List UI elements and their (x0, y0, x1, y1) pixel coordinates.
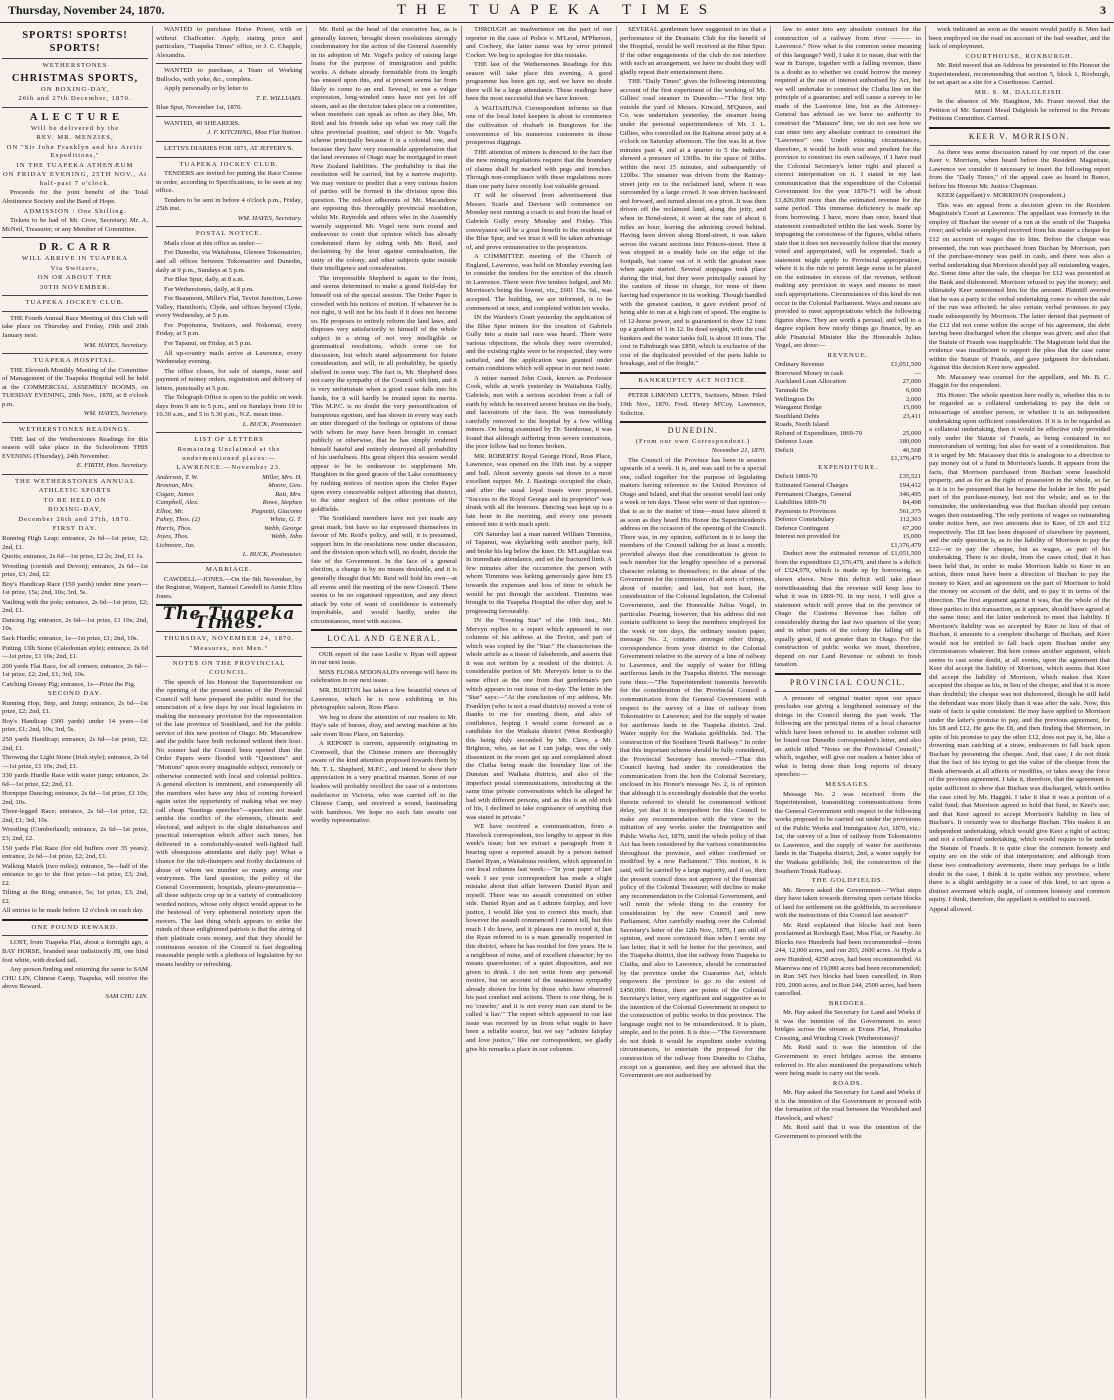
paragraph: THE last of the Wetherstones Readings for this season will take place this evening. A good programme has been got up, and we have no doubt there will be a large attendance. These readings have been the most successful that we have known. (466, 61, 612, 103)
account-row (775, 396, 921, 405)
paragraph: ON Saturday last a man named William Timmins, of Tapanui, was skylarking with another party, fell and broke his leg below the knee. Dr. M'Laughlan was in immediate attendance, and set the fractured limb. A few minutes after the occurrence the person with whom Timmins was larking generously gave him £5 towards the expenses and loss of time to which he would be put through the accident. Timmins was brought to the Tuapeka Hospital the other day, and is progressing favourably. (466, 530, 612, 615)
paragraph: Mr. Reid said it was the intention of the Government to erect bridges across the streams referred to. He also mentioned the preparations which were being made to carry out the work. (775, 1044, 921, 1078)
masthead (0, 0, 1114, 23)
letter-recipient: White, G. T. (269, 516, 302, 524)
paragraph: THE Eleventh Monthly Meeting of the Committee of Management of the Tuapeka Hospital will be held at the COMMERCIAL ASSEMBLY ROOMS, on TUESDAY EVENING, 29th Nov., 1870, at 8 o'clock p.m. (2, 366, 148, 408)
paragraph: The Telegraph Office is open to the public on week days from 9 am to 5 p.m., and on Sundays from 10 to 10.30 a.m., and 5 to 5.30 p.m., N.Z. mean time. (156, 394, 302, 419)
account-amount: £1,376,479 (890, 455, 921, 463)
paragraph: MR. ROBERTS' Royal George Hotel, Ross Place, Lawrence, was opened on the 16th inst. by a supper and ball. About seventy guests sat down to a most excellent supper. Mr. J. Bastings occupied the chair, and after the usual loyal toasts were proposed, "Success to the Royal George and its proprietor" was drunk with all the honours. Dancing was kept up to a late hour in the morning, and every one present entered into it with much spirit. (466, 452, 612, 529)
column-5-dunedin (620, 26, 766, 1398)
centered-line: ON OR ABOUT THE (37, 274, 113, 282)
paragraph: THE last of the Wetherstones Readings for this season will take place in the Schoolroom THIS EVENING (Thursday), 24th November. (2, 435, 148, 460)
paragraph: IN the "Evening Star" of the 19th inst., Mr. Mervyn replies to a report which appeared in our columns of his address at the Teviot, and part of which was copied by the "Star." He characterises the whole article as a tissue of falsehoods, and asserts that it was not written by a resident of the district. A considerable portion of Mr. Mervyn's letter is to the same effect as the one from that gentleman's pen which appears in our issue of to-day. The letter in the "Star" says:—"At the conclusion of my address, Mr. Franklyn (who is not a road districts) moved a vote of thanks to me for meeting them, and also of confidence, hoping I would come forward as a candidate for the Waikaia district (West Roxburgh) this being duly seconded by Mr. Cleve, a Mr. Brighton, who, as far as I can judge, was the only dissentient in the room got up and complained about the Clutha being made the boundary line of the Dunstan and Waikaia districts, and also of the imperfect postal communications, introducing at the same time private conversations which he alleged he had with different persons, and as this is an old trick of his, I declined to take cognisance of anything that was stated in private." (466, 617, 612, 821)
account-label: Permanent Charges, General (775, 490, 852, 498)
account-row (775, 378, 921, 387)
account-amount: 67,200 (902, 524, 921, 532)
signature-line: T. E. WILLIAMS. (255, 94, 302, 102)
centered-line: FIRST DAY. (52, 525, 98, 533)
account-row (775, 370, 921, 379)
account-label: Deficit 1869-70 (775, 473, 818, 481)
divider (2, 935, 148, 936)
account-label: Wanganui Bridge (775, 404, 822, 412)
centered-line: BRIDGES. (828, 999, 868, 1007)
paragraph: Tenders to be sent in before 4 o'clock p.m., Friday, 25th inst. (156, 196, 302, 213)
account-amount: £1,051,500 (890, 361, 921, 369)
text-line: Blue Spur, November 1st, 1870. (156, 104, 243, 112)
centered-line: BANKRUPTCY ACT NOTICE. (638, 376, 748, 384)
centered-line: EXPENDITURE. (818, 463, 878, 471)
letters-list-row (156, 491, 302, 500)
column-7-keer-v-morrison (929, 26, 1110, 1398)
paragraph: A COMMITTEE meeting of the Church of England, Lawrence, was held on Monday evening last to consider the tenders for the erection of the church in Lawrence. There were five tenders lodged, and Mr. Morrison's being the lowest, viz., £601 15s. 6d., was accepted. The building, we are informed, is to be commenced at once, and completed within ten weeks. (466, 253, 612, 312)
account-label: Southland Debts (775, 412, 820, 420)
signature-line: J. F. KITCHING, Moa Flat Station. (207, 129, 302, 137)
account-row (775, 430, 921, 439)
letters-list-row (156, 525, 302, 534)
text-line: Wrestling (Cumberland); entrance, 2s 6d—1st prize, £3; 2nd, £2. (2, 826, 148, 843)
paragraph: Deduct now the estimated revenue of £1,051,500 from the expenditure £1,376,479, and there is a deficit of £324,979, which is made up by borrowing, as shown above. Now this deficit will take place notwithstanding that the revenue will keep less to what it was in 1869-70. In my next, I will give a statement which will prove that in the province of Otago the Customs Revenue has fallen off considerably during the last two quarters of the year; and in other parts of the colony the falling off is equally great, if not greater than in Otago. For the construction of public works we must, therefore, depend on our Land Revenue or submit to fresh taxation. (775, 550, 921, 669)
text-line: Hornpipe Dancing; entrance, 2s 6d—1st prize, £1 10s; 2nd, 10s. (2, 790, 148, 806)
account-row (775, 499, 921, 508)
signature-line: E. FIRTH, Hon. Secretary. (76, 462, 148, 470)
letter-recipient: Lichmore, Jas. (156, 541, 196, 549)
centered-line: (From our own Correspondent.) (635, 437, 751, 445)
divider (2, 474, 148, 475)
paragraph: work indicated as soon as the season would justify it. Men had been employed on the road on account of the bad weather, and the lack of employment. (929, 26, 1110, 51)
divider (156, 656, 302, 657)
account-label: Interest not provided for (775, 533, 841, 541)
centered-line: ON BOXING-DAY, (40, 85, 110, 93)
account-row (775, 387, 921, 396)
column-3-editorial-local (311, 26, 457, 1398)
text-line: 250 yards Handicap; entrance, 2s 6d—1st prize, £2; 2nd, £1. (2, 736, 148, 752)
letters-list (156, 474, 302, 551)
centered-line: TUAPEKA HOSPITAL. (33, 357, 117, 365)
letter-recipient: Elliot, Mr. (156, 507, 184, 515)
paragraph: For Blue Spur, daily, at 8 a.m. (164, 276, 245, 284)
account-label: Auckland Loan Allocation (775, 378, 846, 386)
text-line: Dancing Jig; entrance, 2s 6d—1st prize, £1 10s; 2nd, 10s. (2, 616, 148, 633)
account-row (775, 542, 921, 551)
column-4-local-general (466, 26, 612, 1398)
letters-list-row (156, 482, 302, 491)
divider (156, 63, 302, 64)
paragraph: Proceeds for the joint benefit of the Total Abstinence Society and the Band of Hope. (2, 189, 148, 206)
letter-recipient: Moore, Geo. (268, 482, 302, 490)
divider (2, 311, 148, 312)
centered-line: 26th and 27th December, 1870. (18, 95, 132, 103)
column-rule (152, 26, 153, 1398)
letter-recipient: Fahey, Thos. (2) (156, 516, 200, 524)
centered-line: REV. MR. MENZIES, (36, 134, 114, 142)
account-amount: 25,000 (902, 429, 921, 437)
account-amount: 23,411 (902, 412, 921, 420)
paragraph: A REPORT is current, apparently originating in Cromwell, that the Chinese miners are thoroughly aware of the kind attention proposed towards them by Mr. T. L. Shepherd, M.P.C., and intend to show their appreciation in a very practical manner. Some of our leaders will probably recollect the case of a notorious malefactor in Victoria, who was carried off to the Chinese Camp, and received a sound, bastinading with bamboos. We hope no such fate awaits our worthy representative. (311, 740, 457, 825)
divider (156, 226, 302, 227)
account-row (775, 482, 921, 491)
account-amount: 15,000 (902, 533, 921, 541)
centered-line: LAWRENCE.—November 23. (176, 464, 282, 472)
centered-line: Will be delivered by the (30, 124, 120, 132)
paragraph: Message No. 2 was received from the Superintendent, transmitting communications from the General Government with respect to the following works proposed to be carried out under the provisions of the Public Works and Immigration Act, 1870, viz.: 1st, the survey of a line of railway from Tokomairiro to Lawrence, and the supply of water for auriferous lands in the Tuapeka district; 2nd, a water supply for the Waikaia goldfields; 3rd, the construction of the Southern Trunk Railway. (775, 790, 921, 875)
text-line: Putting 13lb Stone (Caledonian style); entrance, 2s 6d—1st prize, £1 10s; 2nd, £1. (2, 644, 148, 661)
paragraph: This was an appeal from a decision given in the Resident Magistrate's Court at Lawrence. The appellant was formerly in the employ of Buchan the owner of a run at the south of the Tuapeka river; and while so employed received from his master a cheque for £12 on account of wages due to him. Before the cheque was presented, the run was purchased from Buchan by Morrison, part of the purchase-money was paid in cash, and there was also a verbal undertaking that Morrison should pay all outstanding wages, &c. Some time after the sale, the cheque for £12 was presented at the Bank and dishonored. Morrison refused to pay the money; and ultimately Keer summoned him for the amount. Plaintiff averred that he was a party to the verbal undertaking come to when the sale of the run was effected; he also certain verbal promises to pay made subsequently by Morrison. The latter denied that payment of the £12 did not come within the scope of his agreement, the debt having been discharged when the cheque was given; and also that the Statute of Frauds was inapplicable. The Magistrate held that the evidence was insufficient to support the plea that the case came within the Statute of Frauds, and gave judgment for defendant. Against this decision Keer now appealed. (929, 201, 1110, 372)
centered-line: TUAPEKA JOCKEY CLUB. (25, 299, 125, 307)
article-heading: LOCAL AND GENERAL. (327, 634, 441, 644)
divider (2, 107, 148, 108)
paragraph: As there was some discussion raised by our report of the case Keer v. Morrison, when heard before the Resident Magistrate, Lawrence we consider it necessary to insert the following report from the "Daily Times," of the appeal case as heard in Banco, before his Honour Mr. Justice Chapman. (929, 148, 1110, 190)
text-line: Running High Leap; entrance, 2s 6d—1st prize, £2; 2nd, £1. (2, 534, 148, 551)
account-label: Roads, North Island (775, 421, 829, 429)
paragraph: Mails close at this office as under:— (164, 239, 263, 247)
centered-line: WETHERSTONES (42, 62, 108, 69)
letter-recipient: Rait, Mrs. (275, 490, 302, 498)
centered-line: ON FRIDAY EVENING, 25TH NOV., At half-past 7 o'clock. (2, 171, 148, 187)
paragraph: For Beaumont, Miller's Flat, Teviot Junction, Lowe Valley, Hamilton's, Clyde, and offices beyond Clyde, every Wednesday, at 5 p.m. (156, 295, 302, 320)
newspaper-title-logo: The Tuapeka Times. (162, 604, 296, 633)
centered-line: ATHLETIC SPORTS (38, 487, 112, 495)
account-label: Defence Loan (775, 438, 813, 446)
text-line: Catching Greasy Pig; entrance, 1s—Prize the Pig. (2, 680, 136, 688)
divider (156, 141, 302, 142)
account-table (775, 361, 921, 464)
centered-line: ADMISSION : One Shilling. (23, 207, 127, 215)
paragraph: THROUGH an inadvertence on the part of our reporter in the case of Police v. M'Leod, M'Pherson, and Cochrey, the latter name was by error printed Cocker. We beg to apologise for this mistake. (466, 26, 612, 59)
signature-line: November 21, 1870. (711, 447, 766, 455)
centered-line: MESSAGES. (825, 781, 871, 789)
text-line: Throwing the Light Stone (Irish style); entrance, 2s 6d—1st prize, £1 10s; 2nd, £1. (2, 754, 148, 770)
account-row (775, 508, 921, 517)
article-heading: PROVINCIAL COUNCIL. (789, 678, 907, 688)
account-row (775, 491, 921, 500)
text-line: Walking Match (two miles); entrance, 5s—half of the entrance to go to the first prize—1st prize, £3; 2nd, £2. (2, 862, 148, 887)
column-rule (770, 26, 771, 1398)
paragraph: For Tapanui, on Friday, at 5 p.m. (164, 339, 252, 347)
letter-recipient: Miller, Mrs. H. (262, 473, 302, 481)
letters-list-row (156, 516, 302, 525)
account-row (775, 455, 921, 464)
paragraph: WANTED to purchase Horse Power, with or without Chaffcutter. Apply, stating price and particulars, "Tuapeka Times" office, or J. C. Chapple, Alexandra. (156, 26, 302, 59)
divider (2, 295, 148, 296)
text-line: Running Hop, Step, and Jump; entrance, 2s 6d—1st prize, £2; 2nd, £1. (2, 699, 148, 716)
paragraph: Mr. Macassey was counsel for the appellant, and Mr. B. C. Haggitt for the respondent. (929, 373, 1110, 390)
letter-recipient: Joyes, Thos. (156, 533, 189, 541)
account-row (775, 404, 921, 413)
text-line: Tilting at the Ring; entrance, 5s; 1st prize, £3; 2nd, £2. (2, 889, 148, 905)
centered-line: THURSDAY, NOVEMBER 24, 1870. (163, 635, 295, 643)
text-line: All entries to be made before 12 o'clock on each day. (2, 907, 144, 915)
signature-line: SAM CHU LIN. (105, 992, 148, 1000)
column-rule (925, 26, 926, 1398)
signature-line: L. BUCK, Postmaster. (242, 420, 302, 428)
text-line: Three-legged Race; entrance, 2s 6d—1st prize, £2; 2nd, £1; 3rd, 10s. (2, 808, 148, 824)
centered-line: NOTES ON THE PROVINCIAL COUNCIL. (172, 660, 286, 676)
account-amount: 15,000 (902, 404, 921, 412)
paragraph: WANTED, 40 SHEARERS. (164, 119, 240, 127)
account-row (775, 516, 921, 525)
account-label: Ordinary Revenue (775, 361, 825, 369)
column-rule (461, 26, 462, 1398)
paragraph: For Popotunoa, Switzers, and Nokomai, every Friday, at 5 p.m. (156, 321, 302, 338)
paragraph: LOST, from Tuapeka Flat, about a fortnight ago, a BAY HORSE, branded near indistinctly JB, one hind foot white, with docked tail. (2, 939, 148, 964)
signature-line: WM. HAYES, Secretary. (83, 410, 148, 418)
account-amount: 561,375 (899, 507, 921, 515)
account-row (775, 447, 921, 456)
centered-line: LIST OF LETTERS (194, 436, 264, 444)
account-row (775, 413, 921, 422)
centered-line: IN THE TUAPEKA ATHENÆUM (16, 161, 134, 169)
centered-line: ON "Sir John Franklyn and his Arctic Expeditions," (6, 143, 144, 160)
account-amount: 112,363 (899, 516, 921, 524)
centered-line: SECOND DAY. (47, 690, 103, 698)
text-line: Sack Hurdle; entrance, 1s—1st prize, £1; 2nd, 10s. (2, 634, 139, 642)
paragraph: The office closes, for sale of stamps, issue and payment of money orders, registration and delivery of letters, punctually at 5 p.m. (156, 367, 302, 392)
paragraph: MISS FLORA M'DONALD's revenge will have its celebration in our next issue. (311, 668, 457, 685)
paragraph: Apply personally or by letter to (164, 85, 249, 93)
account-label: Payments to Provinces (775, 507, 836, 515)
centered-line: December 26th and 27th, 1870. (18, 515, 132, 523)
paragraph: IN the Warden's Court yesterday the application of the Blue Spur miners for the creation of Gabriels Gully into a main tail race was heard. There were various objections, the whole they were overruled, and the existing rights were to be respected, they were satisfied, and the application was granted under certain conditions which will appear in our next issue. (466, 314, 612, 373)
paragraph: We beg to draw the attention of our readers to Mr. Hay's sale of horses, dray, and sewing machine at his sale room Ross Place, on Saturday. (311, 713, 457, 738)
account-table (775, 473, 921, 550)
heavy-divider (2, 919, 148, 921)
paragraph: SEVERAL gentlemen have suggested to us that a performance of the Dramatic Club for the benefit of the Hospital, would be well received at the Blue Spur. If the other engagements of the club do not interfere with such an arrangement, we have no doubt they will gladly repeat their entertainment there. (620, 26, 766, 76)
paragraph: MR. BURTON has taken a few beautiful views of Lawrence, which he is now exhibiting in his photographic saloon, Ross Place. (311, 687, 457, 712)
letters-list-row (156, 542, 302, 551)
account-label: Estimated General Charges (775, 481, 849, 489)
account-label: Deficit (775, 446, 794, 454)
account-label: Refund of Expenditure, 1869-70 (775, 429, 862, 437)
divider (2, 237, 148, 238)
paragraph: Mr. Reid explained that blocks had not been proclaimed at Roxburgh East, Moa Flat, or Naseby. At Blocks two Hundreds had been recommended—from 244, 12,000 acres, and run 203, 2600 acres. At Hyde a new Hundred, 4250 acres, had been recommended. At Maerewa one of 19,000 acres had been recommended; in Run 345 two blocks had been cancelled; in Run 109, 2000 acres, and in Run 244, 2500 acres, had been cancelled. (775, 921, 921, 998)
account-row (775, 361, 921, 370)
letter-recipient: Brosnan, Mrs. (156, 482, 195, 490)
letters-list-row (156, 533, 302, 542)
account-amount: 46,568 (902, 446, 921, 454)
centered-line: THE WETHERSTONES ANNUAL (14, 477, 136, 485)
paragraph: Mr. Reid moved that an Address be presented to His Honour the Superintendent, recommending that section 5, block 1, Roxburgh, be set apart as a site for a Courthouse. Carried. (929, 62, 1110, 87)
centered-line: ONE POUND REWARD. (31, 923, 119, 931)
text-line: Boy's Handicap Race (150 yards) under nine years—1st prize, 15s; 2nd, 10s; 3rd, 5s. (2, 580, 148, 597)
centered-line: COURTHOUSE, ROXBURGH. (965, 52, 1074, 60)
paragraph: Tickets to be had of Mr. Crow, Secretary; Mr. A. McNeil, Treasurer; or any Member of Committee. (2, 217, 148, 233)
letter-recipient: Webb, John (271, 533, 302, 541)
letter-recipient: Pagnetti, Giacomo (251, 507, 302, 515)
account-label: Borrowed Money in cash (775, 369, 843, 377)
centered-line: Via Switzers, (50, 264, 100, 272)
heavy-divider (620, 372, 766, 374)
centered-line: Remaining Unclaimed at the undermentioned places:— (177, 445, 281, 462)
text-line: Appeal allowed. (929, 905, 973, 913)
account-label: Defence Contingent (775, 524, 829, 532)
column-6-provincial-council (775, 26, 921, 1398)
column-rule (306, 26, 307, 1398)
heavy-divider (620, 421, 766, 423)
text-line: Vaulting with the pole; entrance, 2s 6d—1st prize, £2; 2nd, £1. (2, 598, 148, 615)
account-label: Defence Constabulary (775, 516, 835, 524)
letter-recipient: Webb, George (264, 524, 302, 532)
account-label: Wellington Do (775, 395, 815, 403)
paragraph: For Wetherstones, daily, at 8 p.m. (164, 285, 254, 293)
divider (156, 116, 302, 117)
account-amount: £1,376,479 (890, 541, 921, 549)
text-line: 150 yards Flat Race (for old buffers over 35 years); entrance, 2s 6d—1st prize, £2; 2nd, £1. (2, 844, 148, 861)
heavy-divider (311, 629, 457, 631)
paragraph: A pressure of original matter upon our space precludes our giving a lengthened summary of the doings in the Council during the past week. The following are the principal items of a local character which have been referred to. In another column will be found our Dunedin correspondent's letter, and also an article titled "Notes on the Provincial Council," which, together, will give our readers a better idea of what is being done than long reports of dreary speeches:— (775, 694, 921, 779)
paragraph: OUR report of the case Leslie v. Ryan will appear in our next issue. (311, 650, 457, 667)
paragraph: Mr. Brown asked the Government—"What steps they have taken towards throwing open certain blocks of land for settlement on the goldfields, in accordance with the instructions of this Council last session?" (775, 886, 921, 920)
account-amount: — (914, 369, 921, 377)
paragraph: WANTED to purchase, a Team of Working Bullocks, with yoke, &c., complete. (156, 67, 302, 83)
letter-recipient: Anderson, T. W. (156, 473, 199, 481)
centered-line: MR. S. M. DALGLEISH. (974, 88, 1065, 96)
centered-line: BOXING-DAY, (48, 506, 102, 514)
paragraph: The Southland members have not yet made any great mark, but have so far expressed themselves in favour of Mr. Reid's policy, and will, it is presumed, support him in the resolutions now under discussion, and the division upon which will, no doubt, decide the fate of the Government. In the face of a general election, a change is by no means desirable, and it is generally thought that Mr. Reid will hold his own—at all events until the meeting of the new Council. There seems to be no organised opposition, and any direct attack by vote of want of confidence is extremely improbable, and would hardly, under the circumstances, meet with success. (311, 515, 457, 625)
account-label: Taranaki Do (775, 386, 809, 394)
section-heading: SPORTS! SPORTS! SPORTS! (22, 30, 128, 54)
paragraph: Mr. Hay asked the Secretary for Land and Works if it is the intention of the Government to proceed with the formation of the road between the Woodshed and Havelock, and when? (775, 1089, 921, 1122)
text-line: Wrestling (cornish and Devon); entrance, 2s 6d—1st prize, £3; 2nd, £2. (2, 562, 148, 579)
paragraph: CAWDELL—JONES.—On the 9th November, by the Registrar, Waipori, Samuel Cawdell to Annie Eliza Jones. (156, 575, 302, 600)
account-row (775, 525, 921, 534)
heavy-divider (929, 127, 1110, 129)
paragraph: law to enter into any absolute contract for the construction of a railway from river ——— to Lawrence." Now what is the common sense meaning of this language? Well, I take it to mean, that with the war in Europe, together with a falling revenue, there is a doubt as to whether we could borrow the money required at the rate of interest authorised by Act, but we will undertake to construct the Clutha line on the principle of a guarantee; and will cause a survey to be made of the Lawrence line, but as the Attorney-General has advised us we have no authority to construct the "Mataura" line, we do not see how we can enter into any absolute contract to construct the "Lawrence" one. Under existing circumstances, therefore, it would be both wise and prudent for the province to construct its own railways, if I have read the Colonial Secretary's letter right and placed a correct interpretation on it. I stated in my last communication that the expenditure of the Colonial Government for the year 1870-71 will be about £1,826,000 more than the estimated revenue for the same period. This immense deficiency is made up from borrowing. I have, more than once, heard that statement contradicted within the last week. Some by impugning the correctness of the figures, whilst others state that it does not necessarily follow that the money voted and appropriated, will be expended. Such a statement might apply to Provincial appropriation, where it is the rule to permit large sums to be placed on the estimates in excess of the revenue, without making any provision in ways and means to meet such appropriations. Circumstances of this kind do not occur in the Colonial Parliament. Ways and means are provided to meet appropriations which the following figures show. They are worth a perusal, and will to a degree explain how nicely things go finance, by an able Financial Minister like the Honorable Julius Vogel, are done:— (775, 26, 921, 350)
paragraph: A miner named John Cook, known as Professor Cook, while at work yesterday in Waitahuna Gully, Gabriels, met with a serious accident from a fall of earth by which he received severe bruises on the body, and lacerations of the face. He was immediately carefully removed to the hospital by a few willing miners. On being examined by Dr. Stenhouse, it was found that although suffering from severe contusions, the poor fellow had no bones broken. (466, 374, 612, 451)
signature-line: L. BUCK, Postmaster. (242, 550, 302, 558)
centered-line: POSTAL NOTICE. (195, 230, 263, 238)
paragraph: The irrepressible Shepherd is again to the front, and seems determined to make a grand field-day for himself out of the special session. The Order Paper is crowded with his notices of motion. If whatever he is not right, it will not be his fault if it does not become so. He proposes to entirely reform the land laws, and disposes very satisfactorily to himself of the whole subject in a string of not very intelligible or grammatical resolutions, which come on for discussion, but which stand adjournment for future consideration, and will, in all probability, be quietly shelved in some way. The fact is, Mr. Shepherd does not carry the sympathy of the Council with him, and it is very unfortunate when a good cause falls into his hands, for it will hardly be treated upon its merits. This M.P.C. is no doubt the very personification of bumptious egotism, and has shown in every way such an utter disregard of the feelings or opinions of those with whom he may have been brought in contact publicly or otherwise, that he has simply rendered himself hateful and entirely destroyed all probability of his usefulness. His great object this session would appear to be to endeavour to supplement Mr. Haughton in the good graces of the Lake constituency by rushing notices of motion upon the Order Paper upon every conceivable subject affecting that district, to the utter neglect of the other portions of the goldfields. (311, 274, 457, 513)
account-row (775, 438, 921, 447)
account-amount: 27,000 (902, 378, 921, 386)
article-heading: KEER V. MORRISON. (968, 132, 1071, 142)
paragraph: THE attention of miners is directed to the fact that the new mining regulations require that the boundary of claims shall be marked with pegs and trenches. Through non-compliance with these regulations more than one party have recently lost valuable ground. (466, 148, 612, 190)
paragraph: PETER LIMOND LETTS, Switzers, Miner. Filed 19th Nov., 1870. Fred. Henry M'Coy, Lawrence, Solicitor. (620, 392, 766, 417)
centered-line: REVENUE. (827, 351, 869, 359)
column-2-notices-editorial (156, 26, 302, 1398)
divider (2, 422, 148, 423)
divider (156, 562, 302, 563)
paragraph: Mr. Reid as the head of the executive has, as is generally known, brought down resolutions strongly condemnatory for the action of the General Assembly in its adoption of Mr. Vogel's policy of raising large loans for the purpose of immigration and public works. A debate already formidable from its length has ensued upon this, and at present seems far from likely to come to an end. Several, to use a vulgar expression, long-winded ones have not yet let off steam, and as the decision takes place on a committee, when members can speak as often as they like, Mr. Reid and his friends take up what we may call the ultra provincial position, and object to Mr. Vogel's scheme principally because it is a colonial one, and because they have very reasonable apprehension that the land revenues of Otago may be mortgaged to meet New Zealand liabilities. The probability is that the resolution will be carried, but by a narrow majority. We may venture to predict that a very curious fusion of parties will be formed in the division upon this question. The red-hot adherents of Mr. Macandrew are opposing this thoroughly provincial resolution, whilst Mr. Reynolds and others who in the Assembly warmly supported Mr. Vogel now turn round and endeavour to court that opinion which has already condemned them by siding with Mr. Reid, and declaiming by the hour against centralisation, the unity of the colony, and other subjects quite outside their intelligence and consideration. (311, 26, 457, 273)
account-amount: 180,000 (899, 438, 921, 446)
masthead-date: Thursday, November 24, 1870. (8, 3, 165, 17)
account-label: Liabilities 1869-70 (775, 499, 827, 507)
account-row (775, 533, 921, 542)
letter-recipient: Harris, Thos. (156, 524, 192, 532)
centered-line: THE GOLDFIELDS. (811, 877, 885, 885)
paragraph: The speech of his Honour the Superintendent on the opening of the present session of the Provincial Council will have prepared the public mind for the enunciation of a few days by our local legislators in making the necessary provision for the representation of the late province of Southland, and for the public service of this new portion of Otago. Mr. Macandrew and the public have both reckoned without their host. No sooner had the Council been opened than the Order Papers were flooded with "Questions" and "Motions" upon every imaginable subject, remotely or otherwise connected with local and colonial politics. A general election is imminent, and consequently all the members who have any idea of coming forward again seize the opportunity of making what we may call cheap "hustings speeches"—speeches not made amidst the conflict of the elements, climatic and electoral, and subject to the slight disturbances and practical interruption which affect such times, but delivered in a comfortably-seated well-lighted hall with obsequious attendants and daily pay! What a chance for the tub-thumpers and frothy declaimers of abuse of whom we number so many among our vestrymen. The land question, the policy of the General Government, hospitals, pleuro-pneumonia—all these subjects crop up in a variety of contradictory worded notices, whose only object would appear to be the bestowal of very ephemeral notoriety upon the movers. The last thing which appears to strike the minds of these enlightened patriots is that the airing of their platitude costs money, and that they should be continuous session of the Council is fast degrading reasonable people with a plethora of legislation by no means healthy or refreshing. (156, 678, 302, 968)
paragraph: The Council of the Province has been in session upwards of a week. It is, and was said to be a special one, called together for the purpose of legislating matters having reference to the United Province of Otago and Island, and that the session would last only a week or ten days. Those who were of that opinion—that is as to the matter of time—must have altered it as soon as they heard His Honor the Superintendent's address on the occasion of the opening of the Council. There was, in my opinion, sufficient in it to keep the members of the Council talking for at least a month; provided always that due consideration is given to each member for the lengthy speeches of a personal character relating to themselves; to the abuse of the Government for the commission of all sorts of crimes, about of murder; and last, but not least, the consideration of the Colonial legislation, the Colonial Government, and the Honorable Julius Vogel, in particular. Fearing, however, that his address did not contain sufficient to keep the members employed for the week or ten days, the ordinary session paper, message No. 2, contains amongst other things, correspondence from your district to the Colonial Government relative to the survey of a line of railway to Lawrence, and the supply of water for filling auriferous lands in the Tuapeka district. The message runs thus:—"The Superintendent transmits herewith for the consideration of the Provincial Council a communication from the General Government with respect to the survey of a line of railway from Tokomairiro to Lawrence, and for the supply of water for auriferous lands in the Tuapeka district. 2nd. Water supply for the Waikaia goldfields. 3rd. The construction of the Southern Trunk Railway." In order that this important scheme should be fully considered, the Provincial Secretary has moved—"That this Council having had under its consideration the communication from the hon the Colonial Secretary, enclosed in his Honor's message No. 2, is of opinion that although it is exceedingly desirable that the works therein referred to should be commenced without delay, yet that it is inexpedient for this Council to make any recommendation with the view to the initiation of any works under the Immigration and Public Works Act, 1870, until the whole policy of that Act has been considered by the various constituencies throughout the province, and either confirmed or modified by a new Parliament." This motion, it is said, will be carried by a large majority, and if so, then the present council does not approve of the financial policy of the Colonial Treasurer; will decline to make any recommendation to the Colonial Government, and will remit the whole thing to the country for consideration by the new Council and new Parliament. After carefully reading over the Colonial Secretary's letter of the 12th Nov., 1870, I am still of opinion, and more convinced than when I wrote my last letter, that it will be better for the province, and the Tuapeka district, that the railway from Tuapeka to Clutha, and also to Lawrence, should be constructed by the province under the Guarantee Act, which empowers the province to go to the extent of £450,000. Hence, there are points of the Colonial Secretary's letter, very significant and suggestive as to the intention of the Colonial Government in respect to the construction of public works in this province. The language ought not to be misunderstood. It is plain, simple, and to the point. It is this:—"The Government do not think it would be expedient under existing circumstances, to entertain the proposal for the construction of the railway from Dunedin to Clutha, except on a guarantee, and they are advised that the Government are not authorised by (620, 456, 766, 1080)
centered-line: ROADS. (832, 1079, 864, 1087)
paragraph: KEER (appellant) v. MORRISON (respondent.) (937, 192, 1066, 200)
centered-line: "Measures, not Men." (189, 644, 269, 652)
display-heading: CHRISTMAS SPORTS, (11, 72, 139, 84)
letters-list-row (156, 508, 302, 517)
divider (311, 647, 457, 648)
heavy-divider (775, 673, 921, 675)
paragraph: His Honor: The whole question here really is, whether this is to be regarded as a collateral undertaking to pay the debt or miscarriage of another person, or whether it is an independent undertaking upon sufficient consideration. If it is to be regarded as a collateral undertaking, then it would be effective only provided only under the Statute of Frauds, as being contained in no memorandum of writing; but also for want of a consideration. But it is urged by Mr. Macassey that this is analogous to a direction to pay money out of a fund in Morrison's hands. It appears from the facts, that Morrison purchased from Buchan some leasehold property, and as for as the right of possession in the whole, so far as it is to be presumed that he became the holder in fee. He paid part of the purchase-money, but not the whole; and as to the remainder, the understanding was that Buchan should pay certain wages then outstanding. The only portions of wages so outstanding under notice here, are two amounts due to Keer, of £9 and £12 respectively. The £8 has been disposed of elsewhere by payment, and the only question is, as to the liability of Morrison to pay the £12—or to pay the cheque, but as wages, as part of his undertaking. There is no doubt, from the cases cited, that it has been held that, in order to make Morrison liable to Keer in an action, there must have been a direction of Buchan to pay the money to Keer, and an agreement on the part of Morrison to hold the money on account of the debt, and to pay it in terms of the direction. The first argument against it was, that the whole of the three parties to this transaction, as it appears, should have agreed at the same time; and the latter undertook to meet that liability. If Morrison's liability was so accepted by Keer in lieu of that of Buchan, it amounts to a complete discharge of Buchan, and Keer would not be entitled to fall back upon Buchan under any circumstances whatever. But here comes another argument, which seems to cast some doubt, at all events, upon the agreement that Keer did accept the liability of Morrison, which seems that Keer did accept the liability of Morrison, which makes that Keer accepted the cheque as his, in lieu of the cheque, and that it is more than doubtful; the cheque was not dishonored, though he still held the defendant was more likely than it was after the sale. Now, this state of facts is quite consistent. He may have applied to Morrison under the latter's promise to pay, and the previous agreement, for his £8 and £12. He gets the £8, and then finding that Morrison, in spite of his promise to pay the other £12, does not pay it, he, like a drowning man catching at a straw, endeavours to fall back upon Buchan by presenting the cheque. And, that case, I do not think that the fact of his trying to get the value of the cheque from the Bank afterwards at all affects or modifies, or takes away the force of the previous agreement. I take it, therefore, that the agreement is quite sufficient to show that Buchan was discharged, which settles the case cited by Mr. Haggitt. I take it that it was a portion of a valid fund; that Morrison agreed to hold that fund, to Keer's use; and that Keer agreed to accept Morrison's liability in lieu of Buchan's. It certainly was to discharge Buchan. This makes it an independent undertaking, which would give Keer a right of action; and not a collateral undertaking, which would require to be under the Statute of Frauds. It is quite clear the common honesty and equity are on the side of that interpretation; and although from these two contradictory averments, there may perhaps be a little doubt in the case, I think it is quite within my province, where there is a slight ambiguity in a case of this kind, to act upon a distinct averment which ought, of common honesty and common equity. I think, therefore, the appellant is entitled to succeed. (929, 391, 1110, 904)
paragraph: LETTS'S DIARIES FOR 1871, AT JEFFERY'S. (164, 145, 294, 153)
text-line: 200 yards Flat Race, for all comers; entrance, 2s 6d—1st prize, £2; 2nd, £1; 3rd, 10s. (2, 662, 148, 679)
letter-recipient: Rowe, Stephen (262, 499, 302, 507)
paragraph: For Dunedin, via Waitahuna, Glenore Tokomairiro, and all offices between Tokomairiro and Dunedin, daily at 9 p.m., Sundays at 5 p.m. (156, 249, 302, 274)
paragraph: THE Fourth Annual Race Meeting of this Club will take place on Thursday and Friday, 19th and 20th January next. (2, 314, 148, 340)
paragraph: IT will be observed from advertisement that Messrs. Scarle and Davison will commence on Monday next running a coach to and from the head of Gabriels Gully every Monday and Friday. This conveyance will be a great benefit to the residents of the Blue Spur, and we trust it will be taken advantage of, and prove remunerative to the proprietors. (466, 192, 612, 251)
divider (2, 353, 148, 354)
account-amount: 194,412 (899, 481, 921, 489)
letter-recipient: Cogan, James (156, 490, 194, 498)
paragraph: THE "Daily Times" gives the following interesting account of the first experiment of the working of Mr. Gillies' road steamer in Dunedin:—"The first trip outside the yard of Messrs. Kincaid, M'Queen, and Co. was undertaken yesterday, the steamer being under the personal superintendence of Mr. J. L. Gillies, who controlled on the Kaituna street jetty at 4 o'clock on Saturday afternoon. The fire was lit at five minutes past 4, and at a quarter to 5 the indicator showed a pressure of 130lbs. In the space of 30lbs. within the next 15 minutes, and subsequently of 120lbs. The steamer was driven from the Rattray-street jetty on to the reclaimed land, where it was surrounded by a large crowd. It was driven backward and forward, and turned almost on a pivot. It was then driven off the reclaimed land, along the jetty, and when in Bond-street, it went at the rate of about 6 miles an hour, leaving the admiring crowd behind. Having been driven along Bond-street, it was taken across the vacant sections into Princes-street. Here it was stopped in a muddy hole on the edge of the footpath, but came out of it with the greatest ease when again started. Several stoppages took place during the trial, but they were principally caused by the caution of those in charge, for none of them having had experience in its working. Though handled with the greatest caution, it gave evident proof of being able to run at a high rate of speed. The engine is of 12-horse power, and is guaranteed to draw 12 tons up a gradient of 1 in 12. Its dead weight, with the coal bunkers and the water tanks full, is about 10 tons. The cost in Edinburgh was £850, which is exclusive of the cost of the duplicated provided of the parts liable to breakage, and of the freight." (620, 78, 766, 368)
text-line: Quoits; entrance, 2s 6d—1st prize, £2 2s; 2nd, £1 1s. (2, 553, 144, 561)
account-amount: 2,000 (905, 395, 921, 403)
centered-line: 30TH NOVEMBER. (39, 283, 111, 291)
text-line: Boy's Handicap (300 yards) under 14 years—1st prize, £1; 2nd, 10s; 3rd, 5s. (2, 717, 148, 734)
account-amount: £35,521 (899, 473, 921, 481)
letters-list-row (156, 474, 302, 483)
paragraph: In the absence of Mr. Haughton, Mr. Fraser moved that the Petition of Mr. Samuel Mead Dalgleish be referred to the Private Petitions Committee. Carried. (929, 98, 1110, 123)
display-heading: D R. C A R R (38, 242, 112, 254)
masthead-title: THE TUAPEKA TIMES (396, 2, 718, 18)
display-heading: A L E C T U R E (29, 111, 121, 123)
divider (620, 388, 766, 389)
centered-line: TUAPEKA JOCKEY CLUB. (179, 160, 279, 168)
paragraph: Mr. Hay asked the Secretary for Land and Works if it was the intention of the Government to erect bridges across the stream at Evans Flat, Ponakaika Crossing, and Winding Creek (Wetherstones)? (775, 1009, 921, 1042)
divider (775, 691, 921, 692)
centered-line: MARRIAGE. (205, 566, 253, 574)
divider (156, 432, 302, 433)
article-heading: DUNEDIN. (667, 426, 719, 436)
paragraph: WE have received a communication, from a Havelock correspondent, too lengthy to appear in this week's issue; but we extract a paragraph from it bearing upon a reported assault by a person named Daniel Ryan, a Waitahuna resident, which appeared in our local columns last week:—"In your paper of last week I see your correspondent has made a slight mistake about that affair between Daniel Ryan and myself. There was no assault committed on either side. Daniel Ryan and as I admire fairplay, and love justice, I would like you to correct this much, that however the assault commenced I cannot tell, but this much I do know, and it pleases me to record it, that the Ryan referred to is a man generally respected in this district, where he has resided for five years. He is a neighbour of mine, and of excellent character; by no means quarrelsome; of a quiet disposition, and not given to drink. I do not write from any personal motive, but on account of the unanimous sympathy already shown for him by those who have observed his past conduct and actions. There is one thing, he is no 'crawler,' and it is not every man can stand to be called 'a liar.'" The report which appeared in our last issue was received by us from what ought to have been a reliable source, but we say "admire fairplay and love justice," like our correspondent, we gladly give his remarks a place in our columns. (466, 823, 612, 1053)
paragraph: Any person finding and returning the same to SAM CHU LIN, Chinese Camp, Tuapeka, will receive the above Reward. (2, 966, 148, 991)
page-number: 3 (1100, 3, 1106, 17)
signature-line: WM. HAYES, Secretary. (237, 214, 302, 222)
letters-list-row (156, 499, 302, 508)
paragraph: All up-country mails arrive at Lawrence, every Wednesday evening. (156, 349, 302, 366)
account-amount: 84,498 (902, 499, 921, 507)
account-amount: 6,000 (905, 386, 921, 394)
centered-line: TO BE HELD ON (43, 496, 107, 504)
paragraph: Mr. Reid said that it was the intention of the Government to proceed with the (775, 1124, 921, 1140)
column-1-advertisements (2, 26, 148, 1398)
divider (156, 157, 302, 158)
paragraph: TENDERS are invited for putting the Race Course in order, according to Specifications, to be seen at my office. (156, 170, 302, 195)
paragraph: A WAITAHUNA Correspondent informs us that one of the local hotel keepers is about to commence the cultivation of rhubarb in Bungtown for the convenience of his numerous customers in those prosperous diggings. (466, 104, 612, 147)
column-rule (616, 26, 617, 1398)
centered-line: WETHERSTONES READINGS. (18, 425, 132, 433)
account-amount: 346,495 (899, 490, 921, 498)
account-row (775, 473, 921, 482)
divider (929, 145, 1110, 146)
text-line: 330 yards Hurdle Race with water jump; entrance, 2s 6d—1st prize, £2; 2nd, £1. (2, 772, 148, 788)
divider (2, 58, 148, 59)
centered-line: WILL ARRIVE IN TUAPEKA (21, 255, 129, 263)
account-row (775, 421, 921, 430)
letter-recipient: Campbell, Alex. (156, 499, 199, 507)
signature-line: WM. HAYES, Secretary. (83, 341, 148, 349)
